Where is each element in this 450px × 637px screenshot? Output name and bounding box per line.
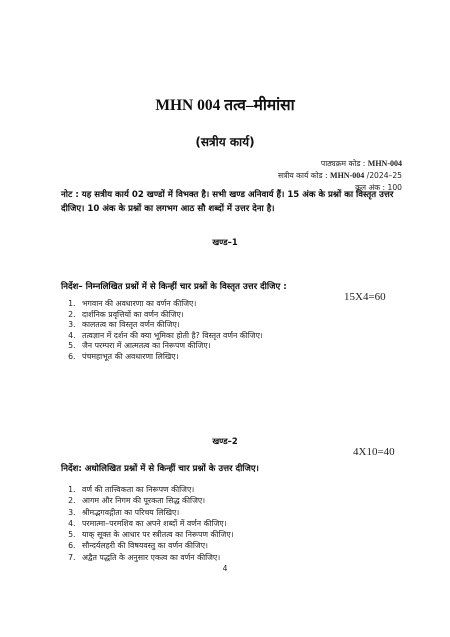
section-1-heading: खण्ड–1 (212, 237, 238, 247)
course-code: MHN-004 (367, 159, 402, 168)
question-item: 3. श्रीमद्भगवद्गीता का परिचय लिखिए। (78, 507, 234, 518)
section-1-marks: 15X4=60 (344, 291, 386, 303)
page-number: 4 (222, 564, 228, 573)
assignment-code: MHN-004 (330, 171, 365, 180)
question-item: 5. जैन परम्परा में आत्मतत्व का निरूपण कीजिए। (78, 341, 263, 352)
question-item: 1. वर्ण की तात्त्विकता का निरूपण कीजिए। (78, 484, 234, 495)
question-item: 7. अद्वैत पद्धति के अनुसार एकत्व का वर्णन कीजिए। (78, 552, 234, 563)
question-item: 2. आगम और निगम की पूरकता सिद्ध कीजिए। (78, 495, 234, 506)
section-1-instruction: निर्देश– निम्नलिखित प्रश्नों में से किन्हीं चार प्रश्नों के विस्तृत उत्तर दीजिए : (61, 282, 287, 292)
section-1-question-list (62, 299, 263, 363)
question-item: 5. याक् सूक्त के आधार पर स्त्रीतत्व का निरूपण कीजिए। (78, 529, 234, 540)
course-code-line (232, 158, 402, 170)
note-paragraph: नोट : यह सत्रीय कार्य 02 खण्डों में विभक्त है। सभी खण्ड अनिवार्य हैं। 15 अंक के प्रश्नों का विस्तृत उत्तर दीजिए। 10 अंक के प्रश्नों का लगभग आठ सौ शब्दों में उत्तर देना है। (61, 190, 394, 214)
assignment-code-line (232, 170, 402, 182)
question-item: 6. पंचमहाभूत की अवधारणा लिखिए। (78, 352, 263, 363)
section-2-heading: खण्ड–2 (212, 436, 238, 446)
question-item: 4. तत्वज्ञान में दर्शन की क्या भूमिका होती है? विस्तृत वर्णन कीजिए। (78, 331, 263, 342)
question-item: 2. दार्शनिक प्रवृत्तियों का वर्णन कीजिए। (78, 310, 263, 321)
course-code-label: पाठ्यक्रम कोड : (320, 159, 366, 168)
section-2-marks: 4X10=40 (353, 446, 395, 458)
question-item: 6. सौन्दर्यलहरी की विषयवस्तु का वर्णन कीजिए। (78, 540, 234, 551)
section-2-instruction: निर्देश: अधोलिखित प्रश्नों में से किन्हीं चार प्रश्नों के उत्तर दीजिए। (61, 464, 259, 474)
total-marks: कुल अंक : 100 (355, 183, 402, 192)
document-subtitle: (सत्रीय कार्य) (195, 135, 255, 149)
assignment-year: /2024–25 (366, 171, 402, 180)
section-2-question-list (62, 484, 234, 563)
assignment-code-label: सत्रीय कार्य कोड : (278, 171, 328, 180)
question-item: 4. परमात्मा–परमशिव का अपने शब्दों में वर्णन कीजिए। (78, 518, 234, 529)
question-item: 1. भगवान की अवधारणा का वर्णन कीजिए। (78, 299, 263, 310)
document-title: MHN 004 तत्व–मीमांसा (155, 97, 295, 114)
question-item: 3. कालतत्व का विस्तृत वर्णन कीजिए। (78, 320, 263, 331)
